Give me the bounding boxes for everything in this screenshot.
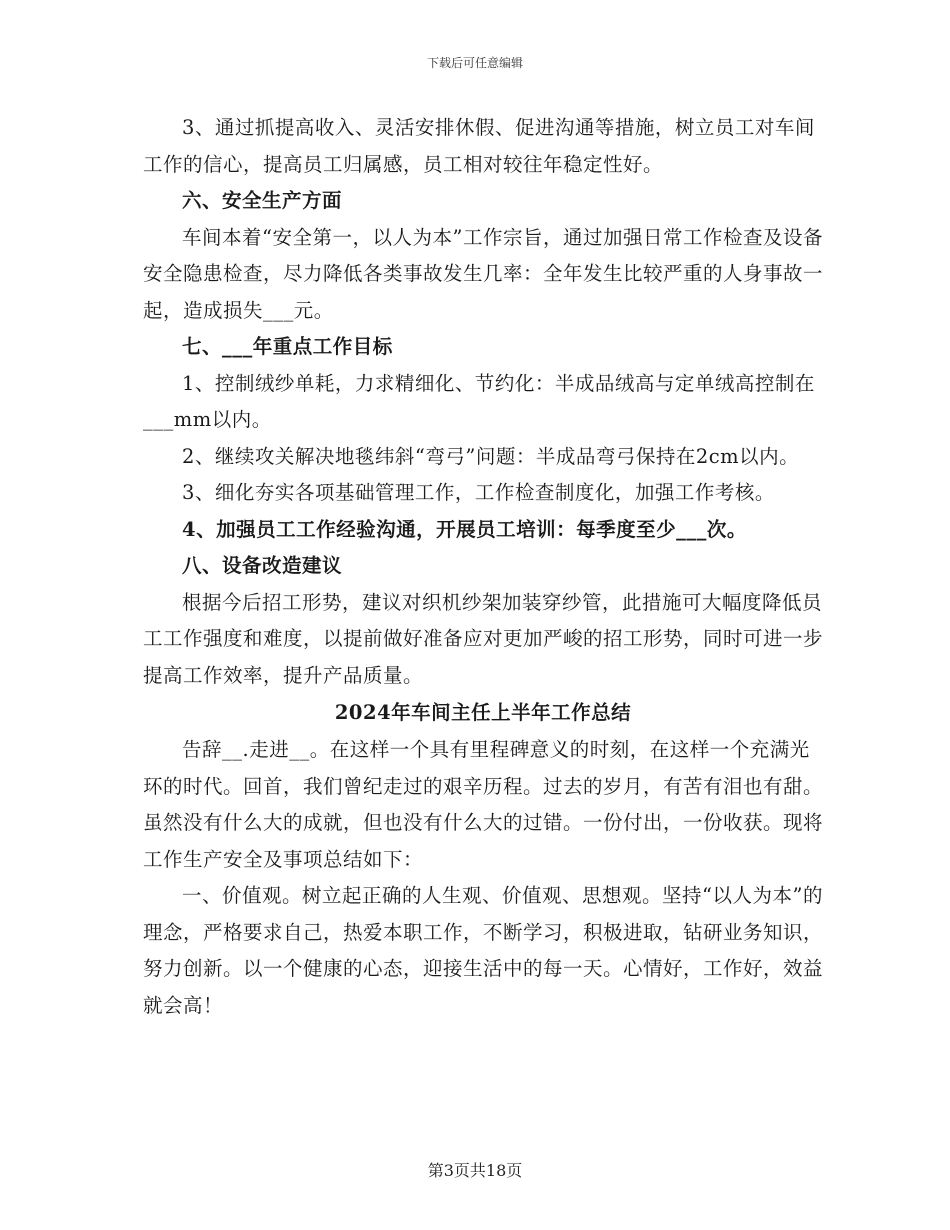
paragraph-goal-2: 2、继续攻关解决地毯纬斜“弯弓”问题：半成品弯弓保持在2cm以内。 xyxy=(182,444,800,468)
paragraph-intro: 告辞__.走进__。在这样一个具有里程碑意义的时刻，在这样一个充满光环的时代。回首，我们曾纪走过的艰辛历程。过去的岁月，有苦有泪也有甜。虽然没有什么大的成就，但也没有什么大的过错。一份付出，一份收获。现将工作生产安全及事项总结如下： xyxy=(143,738,824,871)
paragraph-equipment: 根据今后招工形势，建议对织机纱架加装穿纱管，此措施可大幅度降低员工工作强度和难度，以提前做好准备应对更加严峻的招工形势，同时可进一步提高工作效率，提升产品质量。 xyxy=(143,590,824,687)
paragraph-values: 一、价值观。树立起正确的人生观、价值观、思想观。坚持“以人为本”的理念，严格要求自己，热爱本职工作，不断学习，积极进取，钻研业务知识，努力创新。以一个健康的心态，迎接生活中的每一天。心情好，工作好，效益就会高！ xyxy=(143,884,824,1017)
paragraph-goal-1: 1、控制绒纱单耗，力求精细化、节约化：半成品绒高与定单绒高控制在___mm以内。 xyxy=(143,371,815,431)
paragraph-goal-3: 3、细化夯实各项基础管理工作，工作检查制度化，加强工作考核。 xyxy=(182,481,775,504)
document-body xyxy=(143,110,823,1024)
document-title: 2024年车间主任上半年工作总结 xyxy=(334,701,632,724)
section-heading-equipment: 八、设备改造建议 xyxy=(182,554,343,577)
page-footer: 第3页共18页 xyxy=(427,1161,523,1180)
paragraph-goal-4: 4、加强员工工作经验沟通，开展员工培训：每季度至少___次。 xyxy=(182,517,747,541)
page-header: 下载后可任意编辑 xyxy=(426,56,523,70)
section-heading-goals: 七、___年重点工作目标 xyxy=(182,335,393,358)
paragraph-safety: 车间本着“安全第一，以人为本”工作宗旨，通过加强日常工作检查及设备安全隐患检查，尽力降低各类事故发生几率：全年发生比较严重的人身事故一起，造成损失___元。 xyxy=(143,225,824,322)
section-heading-safety: 六、安全生产方面 xyxy=(182,189,343,212)
paragraph-staff-stability: 3、通过抓提高收入、灵活安排休假、促进沟通等措施，树立员工对车间工作的信心，提高员工归属感，员工相对较往年稳定性好。 xyxy=(143,116,815,176)
